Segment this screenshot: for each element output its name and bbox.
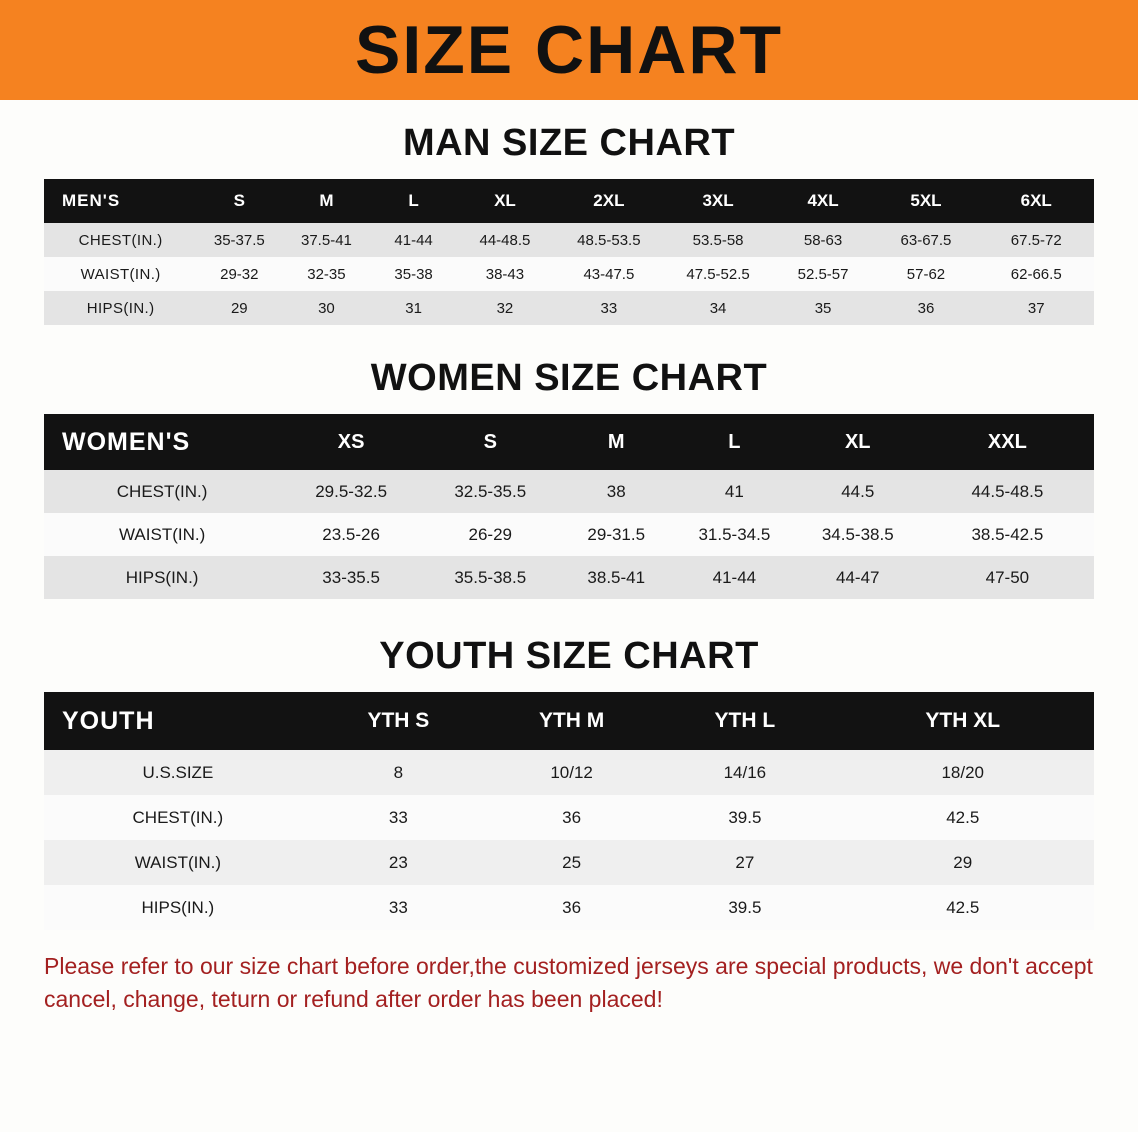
table-cell: 52.5-57 xyxy=(773,257,874,291)
table-cell: 33 xyxy=(554,291,663,325)
table-header-row xyxy=(44,179,1094,223)
column-header: MEN'S xyxy=(44,179,197,223)
column-header: M xyxy=(559,414,675,470)
table-cell: 58-63 xyxy=(773,223,874,257)
table-row xyxy=(44,291,1094,325)
table-cell: 37.5-41 xyxy=(281,223,371,257)
table-cell: 35-38 xyxy=(372,257,456,291)
policy-note: Please refer to our size chart before order,the customized jerseys are special products, we don't accept cancel, change, teturn or refund after order has been placed! xyxy=(44,953,1093,1013)
women-size-table xyxy=(44,414,1094,599)
table-cell: 42.5 xyxy=(832,885,1095,930)
table-cell: 38 xyxy=(559,470,675,513)
table-cell: 36 xyxy=(873,291,978,325)
table-cell: 44.5 xyxy=(795,470,921,513)
table-row xyxy=(44,513,1094,556)
table-cell: 38-43 xyxy=(456,257,555,291)
table-cell: 31 xyxy=(372,291,456,325)
table-cell: 29-32 xyxy=(197,257,281,291)
table-cell: 29.5-32.5 xyxy=(280,470,422,513)
table-cell: 27 xyxy=(658,840,831,885)
column-header: M xyxy=(281,179,371,223)
row-label: HIPS(IN.) xyxy=(44,556,280,599)
column-header: YTH M xyxy=(485,692,658,750)
table-cell: 33-35.5 xyxy=(280,556,422,599)
table-header-row xyxy=(44,692,1094,750)
column-header: L xyxy=(674,414,795,470)
table-cell: 42.5 xyxy=(832,795,1095,840)
table-cell: 44.5-48.5 xyxy=(921,470,1094,513)
table-cell: 34 xyxy=(663,291,772,325)
table-cell: 63-67.5 xyxy=(873,223,978,257)
table-cell: 44-47 xyxy=(795,556,921,599)
row-label: WAIST(IN.) xyxy=(44,257,197,291)
table-cell: 35.5-38.5 xyxy=(422,556,559,599)
table-cell: 62-66.5 xyxy=(978,257,1094,291)
table-cell: 10/12 xyxy=(485,750,658,795)
row-label: WAIST(IN.) xyxy=(44,840,312,885)
table-cell: 32 xyxy=(456,291,555,325)
column-header: L xyxy=(372,179,456,223)
page-title: SIZE CHART xyxy=(355,12,783,88)
column-header: XL xyxy=(795,414,921,470)
table-cell: 67.5-72 xyxy=(978,223,1094,257)
table-cell: 38.5-42.5 xyxy=(921,513,1094,556)
column-header: 5XL xyxy=(873,179,978,223)
table-cell: 47-50 xyxy=(921,556,1094,599)
man-section-heading: MAN SIZE CHART xyxy=(402,122,736,164)
youth-size-table xyxy=(44,692,1094,930)
table-cell: 41 xyxy=(674,470,795,513)
column-header: XL xyxy=(456,179,555,223)
column-header: XXL xyxy=(921,414,1094,470)
row-label: CHEST(IN.) xyxy=(44,795,312,840)
table-cell: 43-47.5 xyxy=(554,257,663,291)
table-cell: 39.5 xyxy=(658,795,831,840)
column-header: YOUTH xyxy=(44,692,312,750)
table-cell: 29 xyxy=(197,291,281,325)
table-cell: 18/20 xyxy=(832,750,1095,795)
women-table-wrap xyxy=(44,414,1094,599)
table-row xyxy=(44,556,1094,599)
table-cell: 33 xyxy=(312,885,485,930)
table-cell: 8 xyxy=(312,750,485,795)
table-cell: 37 xyxy=(978,291,1094,325)
table-cell: 57-62 xyxy=(873,257,978,291)
table-cell: 36 xyxy=(485,885,658,930)
page-banner xyxy=(0,0,1138,100)
table-cell: 33 xyxy=(312,795,485,840)
table-cell: 38.5-41 xyxy=(559,556,675,599)
table-cell: 31.5-34.5 xyxy=(674,513,795,556)
table-cell: 29-31.5 xyxy=(559,513,675,556)
table-cell: 41-44 xyxy=(674,556,795,599)
table-cell: 39.5 xyxy=(658,885,831,930)
table-row xyxy=(44,795,1094,840)
table-cell: 36 xyxy=(485,795,658,840)
table-cell: 47.5-52.5 xyxy=(663,257,772,291)
table-row xyxy=(44,750,1094,795)
table-row xyxy=(44,257,1094,291)
row-label: U.S.SIZE xyxy=(44,750,312,795)
row-label: WAIST(IN.) xyxy=(44,513,280,556)
table-cell: 26-29 xyxy=(422,513,559,556)
table-cell: 29 xyxy=(832,840,1095,885)
table-cell: 34.5-38.5 xyxy=(795,513,921,556)
table-cell: 30 xyxy=(281,291,371,325)
column-header: 4XL xyxy=(773,179,874,223)
column-header: YTH XL xyxy=(832,692,1095,750)
column-header: 2XL xyxy=(554,179,663,223)
column-header: YTH L xyxy=(658,692,831,750)
table-cell: 32-35 xyxy=(281,257,371,291)
column-header: S xyxy=(197,179,281,223)
column-header: XS xyxy=(280,414,422,470)
table-row xyxy=(44,470,1094,513)
table-row xyxy=(44,885,1094,930)
table-cell: 53.5-58 xyxy=(663,223,772,257)
column-header: 3XL xyxy=(663,179,772,223)
women-section-heading: WOMEN SIZE CHART xyxy=(370,357,768,399)
man-table-wrap xyxy=(44,179,1094,325)
column-header: WOMEN'S xyxy=(44,414,280,470)
table-cell: 35-37.5 xyxy=(197,223,281,257)
column-header: YTH S xyxy=(312,692,485,750)
column-header: S xyxy=(422,414,559,470)
row-label: CHEST(IN.) xyxy=(44,470,280,513)
man-size-table xyxy=(44,179,1094,325)
table-cell: 44-48.5 xyxy=(456,223,555,257)
youth-table-wrap xyxy=(44,692,1094,930)
table-row xyxy=(44,840,1094,885)
table-cell: 23 xyxy=(312,840,485,885)
row-label: HIPS(IN.) xyxy=(44,885,312,930)
table-cell: 25 xyxy=(485,840,658,885)
youth-section-heading: YOUTH SIZE CHART xyxy=(379,635,759,677)
table-cell: 23.5-26 xyxy=(280,513,422,556)
column-header: 6XL xyxy=(978,179,1094,223)
table-row xyxy=(44,223,1094,257)
table-cell: 41-44 xyxy=(372,223,456,257)
table-cell: 48.5-53.5 xyxy=(554,223,663,257)
row-label: HIPS(IN.) xyxy=(44,291,197,325)
table-cell: 35 xyxy=(773,291,874,325)
table-cell: 14/16 xyxy=(658,750,831,795)
table-cell: 32.5-35.5 xyxy=(422,470,559,513)
row-label: CHEST(IN.) xyxy=(44,223,197,257)
table-header-row xyxy=(44,414,1094,470)
